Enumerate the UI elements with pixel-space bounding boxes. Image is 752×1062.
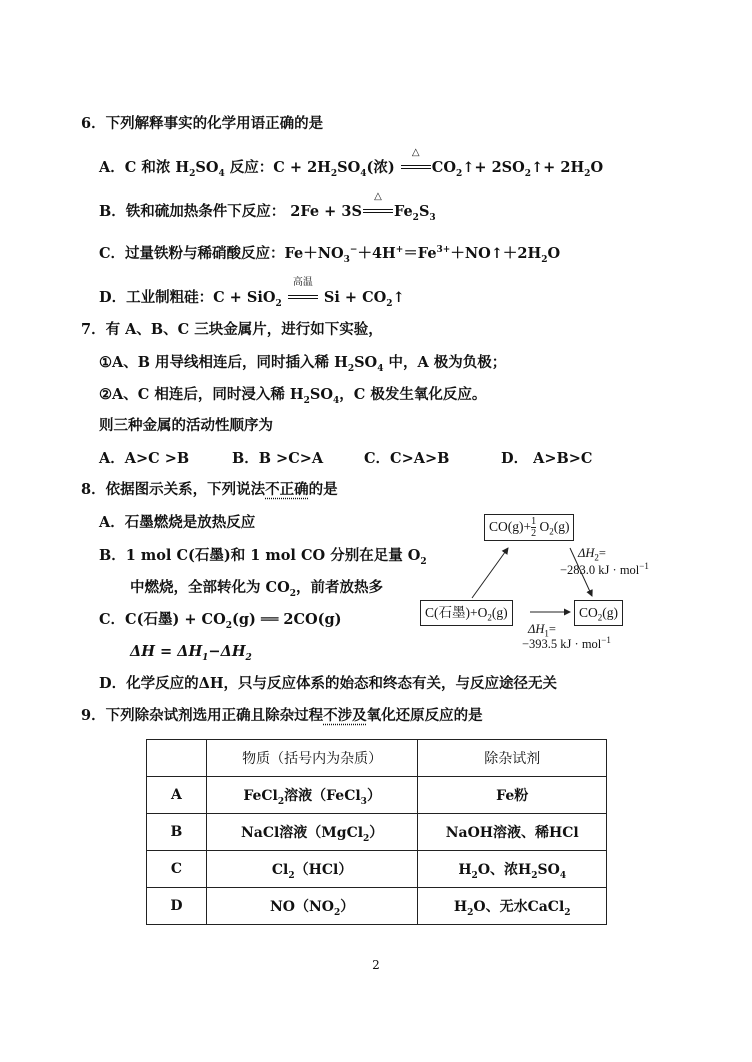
impurity-removal-table bbox=[146, 739, 607, 925]
q7-option-d: D． A>B>C bbox=[501, 450, 593, 467]
q9-stem: 9．下列除杂试剂选用正确且除杂过程不涉及氧化还原反应的是 bbox=[81, 707, 483, 724]
q6-option-a: A．C 和浓 $H_2SO_4$ 反应：$C + 2H_2SO_4$(浓) △ $CO_2↑+$ $2SO_2↑+ 2H_2O$ bbox=[99, 147, 604, 179]
table-header bbox=[147, 740, 607, 777]
q7-question: 则三种金属的活动性顺序为 bbox=[99, 417, 273, 434]
q8-option-c-line2: $\Delta H = \Delta H_1-\Delta H_2$ bbox=[130, 643, 252, 663]
q6-option-c: C．过量铁粉与稀硝酸反应：$Fe+NO_3^-+4H^+=Fe^{3+}+NO↑+2H_2O$ bbox=[99, 245, 561, 265]
row-substance: NaCl溶液（MgCl$_2$） bbox=[206, 814, 418, 851]
row-key: A bbox=[147, 777, 207, 814]
q7-experiment-2: ②A、C 相连后，同时浸入稀 $H_2SO_4$，C 极发生氧化反应。 bbox=[99, 386, 487, 406]
header-cell: 除杂试剂 bbox=[418, 740, 607, 777]
diagram-top-state: CO(g)+ $\frac{1}{2}$ $O_2(g)$ bbox=[484, 514, 574, 541]
q7-option-b: B．B >C>A bbox=[232, 450, 324, 467]
q7-option-c: C．C>A>B bbox=[364, 450, 450, 467]
row-reagent: Fe粉 bbox=[418, 777, 607, 814]
row-substance: $Cl_2(HCl)$ bbox=[206, 851, 418, 888]
row-key: C bbox=[147, 851, 207, 888]
delta-h1-label: $\Delta H_1=$ bbox=[528, 622, 556, 639]
q8-option-a: A．石墨燃烧是放热反应 bbox=[99, 514, 256, 531]
q8-option-b-line1: B．1 mol C(石墨)和 1 mol CO 分别在足量 $O_2$ bbox=[99, 547, 427, 567]
row-substance: $NO(NO_2)$ bbox=[206, 888, 418, 925]
row-substance: FeCl$_2$溶液（FeCl$_3$） bbox=[206, 777, 418, 814]
diagram-final-state: $CO_2(g)$ bbox=[574, 600, 623, 626]
q8-option-d: D．化学反应的ΔH，只与反应体系的始态和终态有关，与反应途径无关 bbox=[99, 675, 558, 692]
page-number: 2 bbox=[372, 958, 380, 972]
q8-option-b-line2: 中燃烧，全部转化为 $CO_2$，前者放热多 bbox=[130, 579, 383, 599]
delta-h2-label: $\Delta H_2=$ bbox=[578, 546, 606, 563]
q8-stem: 8．依据图示关系，下列说法不正确的是 bbox=[81, 481, 338, 498]
row-key: B bbox=[147, 814, 207, 851]
emphasis-not-involve: 不涉及 bbox=[323, 707, 367, 724]
q6-option-b: B．铁和硫加热条件下反应： 2Fe + 3S △ $Fe_2S_3$ bbox=[99, 191, 436, 223]
q7-experiment-1: ①A、B 用导线相连后，同时插入稀 $H_2SO_4$ 中，A 极为负极； bbox=[99, 354, 507, 374]
row-reagent: $H_2O$、浓$H_2SO_4$ bbox=[418, 851, 607, 888]
row-reagent: NaOH溶液、稀HCl bbox=[418, 814, 607, 851]
row-key: D bbox=[147, 888, 207, 925]
enthalpy-cycle-diagram bbox=[410, 508, 650, 656]
table-row bbox=[147, 814, 607, 851]
heat-condition-sign: △ bbox=[401, 158, 431, 178]
table-row bbox=[147, 777, 607, 814]
q8-option-c-line1: C．C(石墨) + $CO_2(g)$ ══ 2CO(g) bbox=[99, 611, 342, 631]
header-cell bbox=[147, 740, 207, 777]
q7-option-a: A．A>C >B bbox=[99, 450, 190, 467]
table-row bbox=[147, 851, 607, 888]
diagram-initial-state: C(石墨)$+O_2(g)$ bbox=[420, 600, 513, 626]
header-cell: 物质（括号内为杂质） bbox=[206, 740, 418, 777]
heat-condition-sign: △ bbox=[363, 202, 393, 222]
q6-option-d: D．工业制粗硅：C + SiO$_2$ 高温 $Si + CO_2↑$ bbox=[99, 277, 405, 309]
delta-h1-value: −393.5 kJ · mol$^{-1}$ bbox=[522, 634, 611, 651]
row-reagent: $H_2O$、无水CaCl$_2$ bbox=[418, 888, 607, 925]
q7-stem: 7．有 A、B、C 三块金属片，进行如下实验， bbox=[81, 321, 383, 338]
table-row bbox=[147, 888, 607, 925]
delta-h2-value: −283.0 kJ · mol$^{-1}$ bbox=[560, 560, 649, 577]
q6-stem: 6．下列解释事实的化学用语正确的是 bbox=[81, 115, 324, 132]
high-temperature-condition: 高温 bbox=[288, 288, 318, 308]
emphasis-not-correct: 不正确 bbox=[265, 481, 309, 498]
